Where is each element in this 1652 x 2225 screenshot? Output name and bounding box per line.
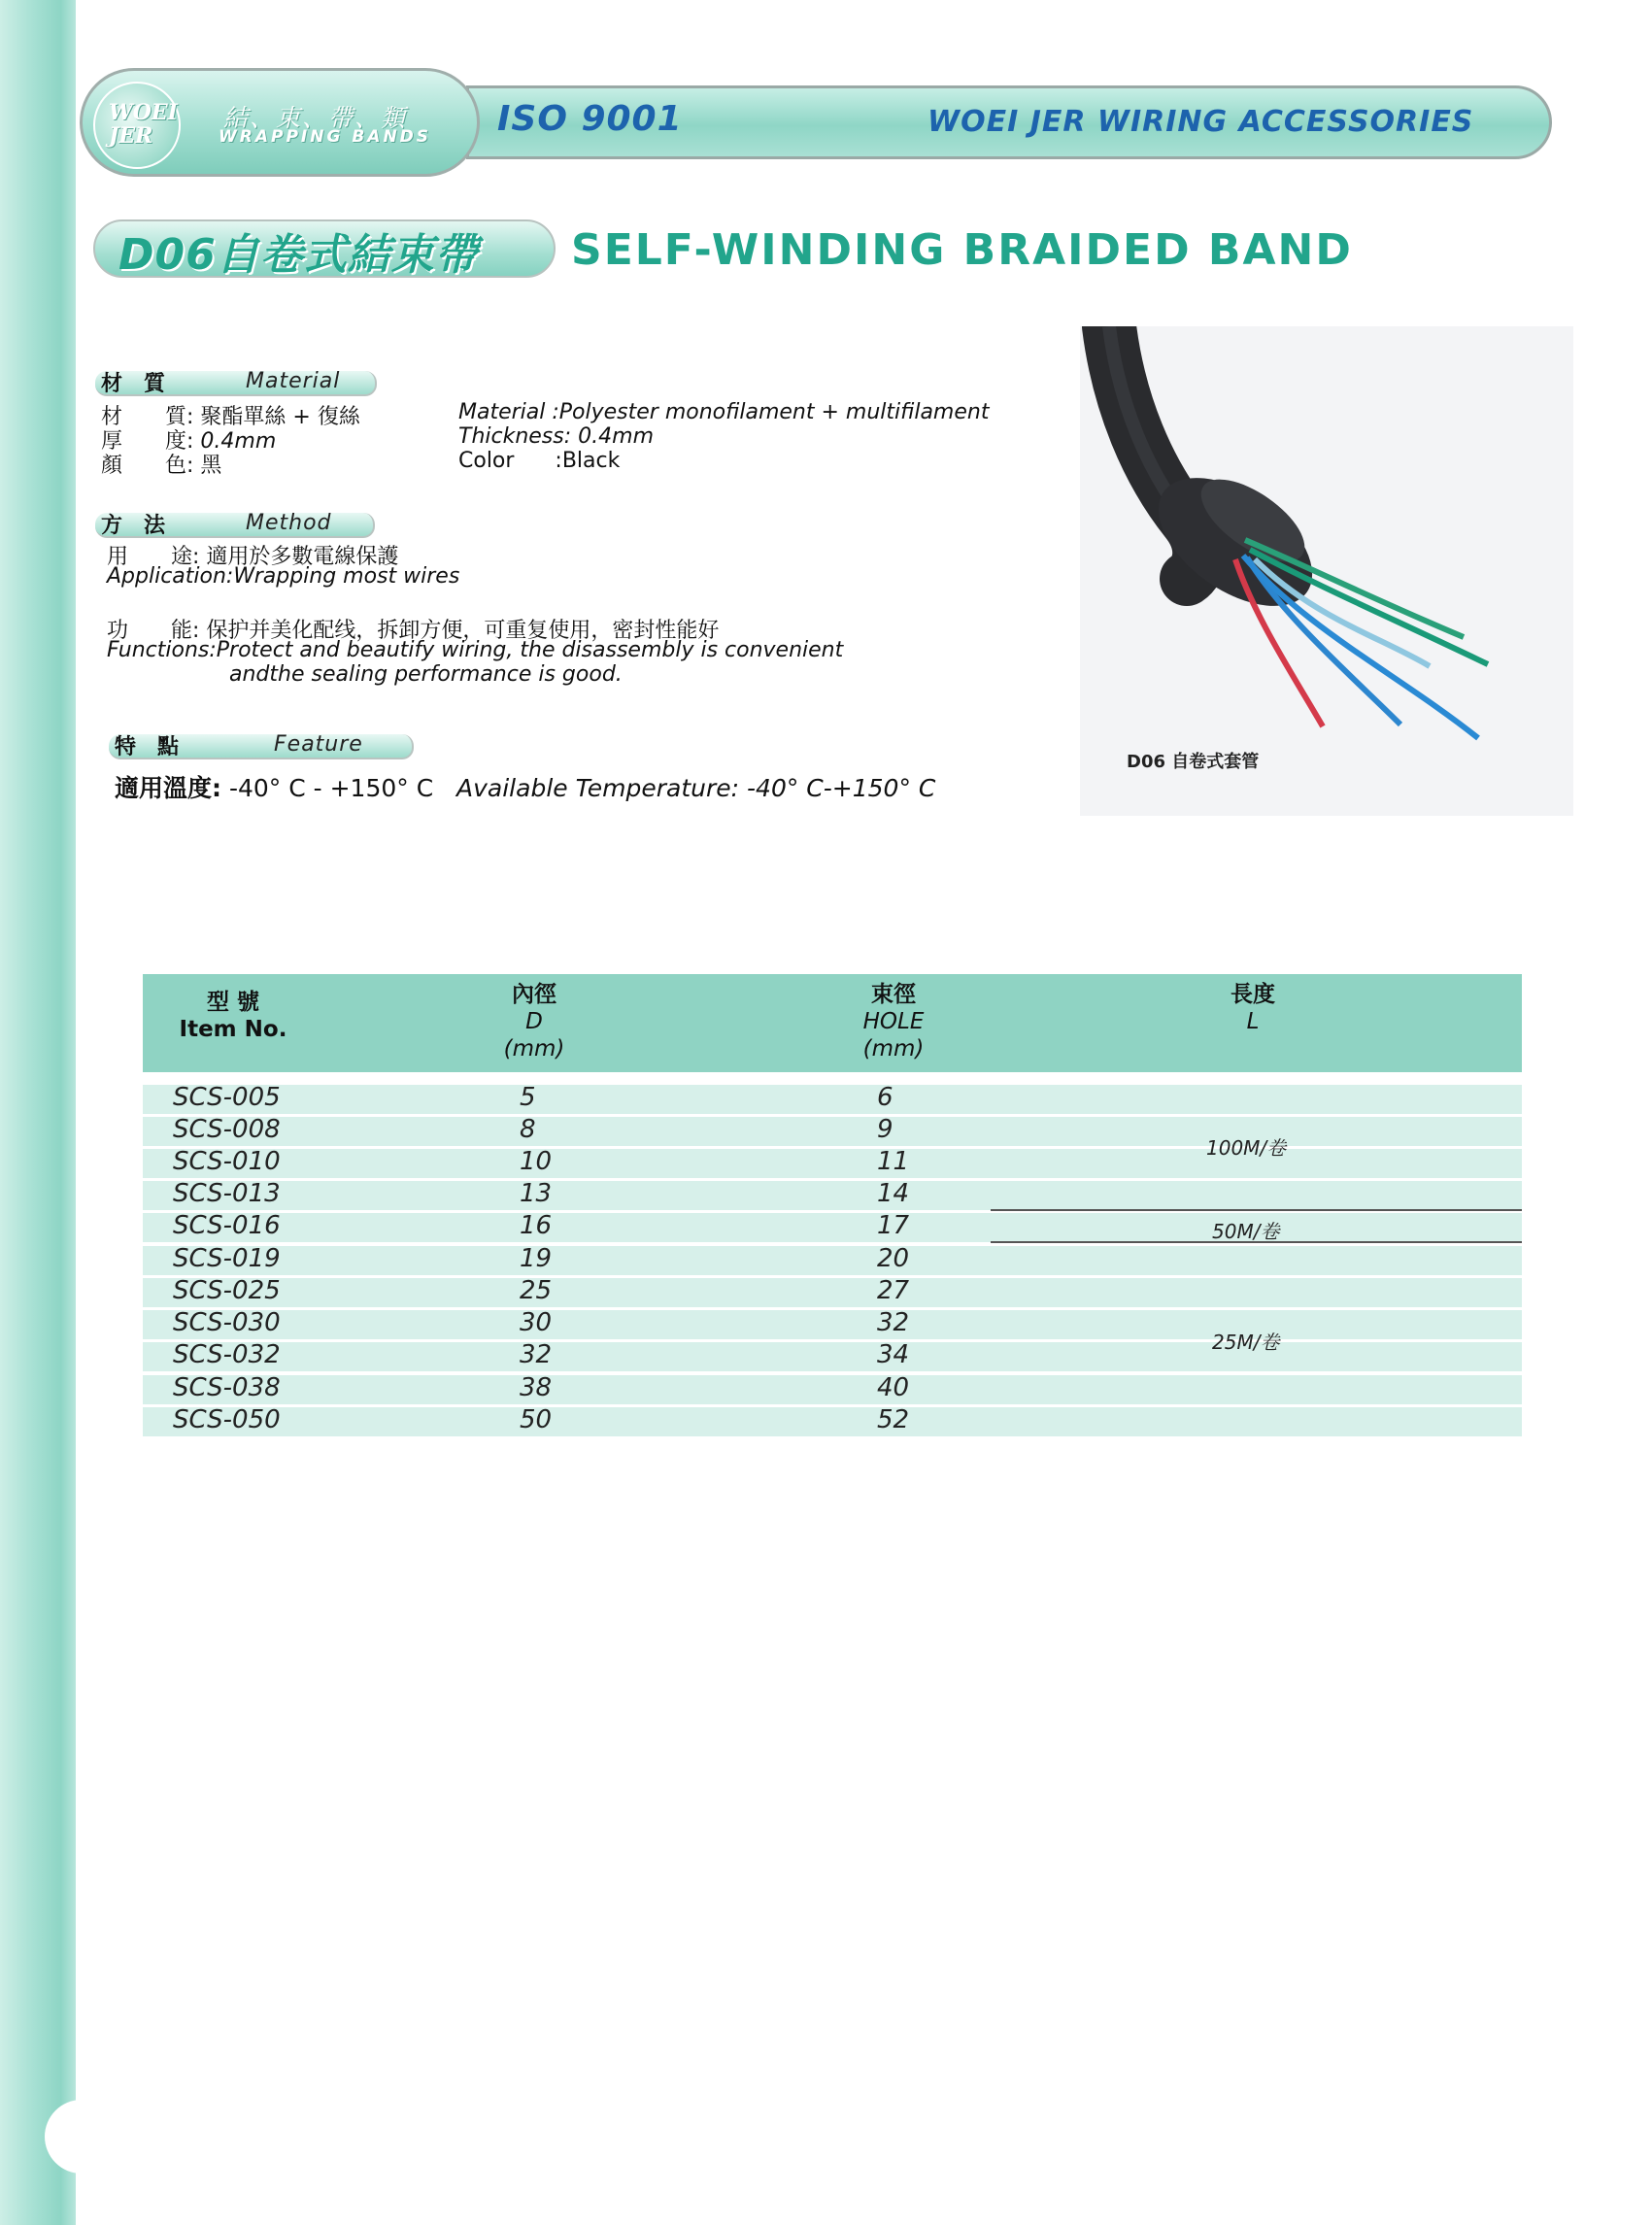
item-no-cell: SCS-030 xyxy=(173,1308,281,1337)
inner-diameter-cell: 50 xyxy=(520,1405,553,1434)
functions-en-line2: andthe sealing performance is good. xyxy=(229,662,623,687)
length-divider-top xyxy=(991,1209,1522,1211)
method-heading-zh: 方 法 xyxy=(101,514,166,538)
item-no-cell: SCS-038 xyxy=(173,1373,281,1402)
logo-english-text: WRAPPING BANDS xyxy=(219,127,432,147)
functions-en-line1: Functions:Protect and beautify wiring, the disassembly is convenient xyxy=(107,638,844,662)
hole-cell: 6 xyxy=(877,1083,893,1112)
left-sidebar-band xyxy=(0,0,76,2225)
company-name: WOEI JER WIRING ACCESSORIES xyxy=(927,105,1474,139)
table-row xyxy=(143,1310,1522,1339)
inner-diameter-cell: 10 xyxy=(520,1147,553,1176)
application-en: Application:Wrapping most wires xyxy=(107,564,460,589)
braided-sleeve-illustration xyxy=(1080,326,1573,816)
inner-diameter-cell: 30 xyxy=(520,1308,553,1337)
table-row xyxy=(143,1085,1522,1114)
header-length: 長度 L xyxy=(1231,982,1275,1034)
hole-cell: 52 xyxy=(877,1405,910,1434)
inner-diameter-cell: 5 xyxy=(520,1083,536,1112)
material-line-zh: 材 質: 聚酯單絲 + 復絲 xyxy=(101,405,360,429)
sidebar-circle-decoration xyxy=(45,2100,118,2174)
hole-cell: 9 xyxy=(877,1115,893,1144)
application-zh: 用 途: 適用於多數電線保護 xyxy=(107,545,399,569)
feature-heading-zh: 特 點 xyxy=(115,735,180,759)
hole-cell: 32 xyxy=(877,1308,910,1337)
table-row xyxy=(143,1117,1522,1146)
table-row xyxy=(143,1149,1522,1178)
product-title-en: SELF-WINDING BRAIDED BAND xyxy=(571,225,1353,275)
inner-diameter-cell: 13 xyxy=(520,1179,553,1208)
hole-cell: 27 xyxy=(877,1276,910,1305)
hole-cell: 20 xyxy=(877,1244,910,1273)
header-inner-diameter: 內徑 D (mm) xyxy=(503,982,565,1062)
hole-cell: 34 xyxy=(877,1340,910,1369)
length-group-50m: 50M/卷 xyxy=(1212,1220,1280,1243)
hole-cell: 11 xyxy=(877,1147,910,1176)
photo-caption: D06 自卷式套管 xyxy=(1127,752,1260,772)
functions-zh: 功 能: 保护并美化配线，拆卸方便，可重复使用，密封性能好 xyxy=(107,619,720,643)
feature-heading-en: Feature xyxy=(274,732,363,757)
logo-mark: WOEI JER xyxy=(109,100,178,149)
thickness-line-en: Thickness: 0.4mm xyxy=(458,424,655,449)
method-heading-en: Method xyxy=(246,511,332,535)
table-row xyxy=(143,1278,1522,1307)
table-row xyxy=(143,1342,1522,1371)
header-item-no: 型 號 Item No. xyxy=(179,990,287,1042)
color-line-en: Color :Black xyxy=(458,449,621,473)
item-no-cell: SCS-019 xyxy=(173,1244,281,1273)
material-heading-en: Material xyxy=(246,369,341,393)
color-line-zh: 顏 色: 黑 xyxy=(101,454,222,478)
length-group-25m: 25M/卷 xyxy=(1212,1331,1280,1354)
table-row xyxy=(143,1181,1522,1210)
thickness-line-zh: 厚 度: 0.4mm xyxy=(101,429,277,454)
inner-diameter-cell: 19 xyxy=(520,1244,553,1273)
iso-label: ISO 9001 xyxy=(497,99,683,139)
inner-diameter-cell: 25 xyxy=(520,1276,553,1305)
item-no-cell: SCS-008 xyxy=(173,1115,281,1144)
item-no-cell: SCS-010 xyxy=(173,1147,281,1176)
material-line-en: Material :Polyester monofilament + multifilament xyxy=(458,400,990,424)
header-hole: 束徑 HOLE (mm) xyxy=(862,982,925,1062)
table-row xyxy=(143,1213,1522,1242)
item-no-cell: SCS-025 xyxy=(173,1276,281,1305)
table-row xyxy=(143,1375,1522,1404)
hole-cell: 14 xyxy=(877,1179,910,1208)
hole-cell: 17 xyxy=(877,1211,910,1240)
item-no-cell: SCS-050 xyxy=(173,1405,281,1434)
item-no-cell: SCS-013 xyxy=(173,1179,281,1208)
item-no-cell: SCS-016 xyxy=(173,1211,281,1240)
logo-chinese-text: 結、束、帶、類 xyxy=(223,104,408,132)
material-heading-zh: 材 質 xyxy=(101,372,166,396)
length-group-100m: 100M/卷 xyxy=(1206,1136,1287,1160)
hole-cell: 40 xyxy=(877,1373,910,1402)
inner-diameter-cell: 38 xyxy=(520,1373,553,1402)
inner-diameter-cell: 16 xyxy=(520,1211,553,1240)
inner-diameter-cell: 8 xyxy=(520,1115,536,1144)
product-title-zh: D06自卷式結束帶 xyxy=(118,230,479,280)
temperature-line: 適用溫度: -40° C - +150° C Available Temperature: -40° C-+150° C xyxy=(115,774,936,802)
table-row xyxy=(143,1407,1522,1436)
item-no-cell: SCS-005 xyxy=(173,1083,281,1112)
inner-diameter-cell: 32 xyxy=(520,1340,553,1369)
item-no-cell: SCS-032 xyxy=(173,1340,281,1369)
table-row xyxy=(143,1246,1522,1275)
